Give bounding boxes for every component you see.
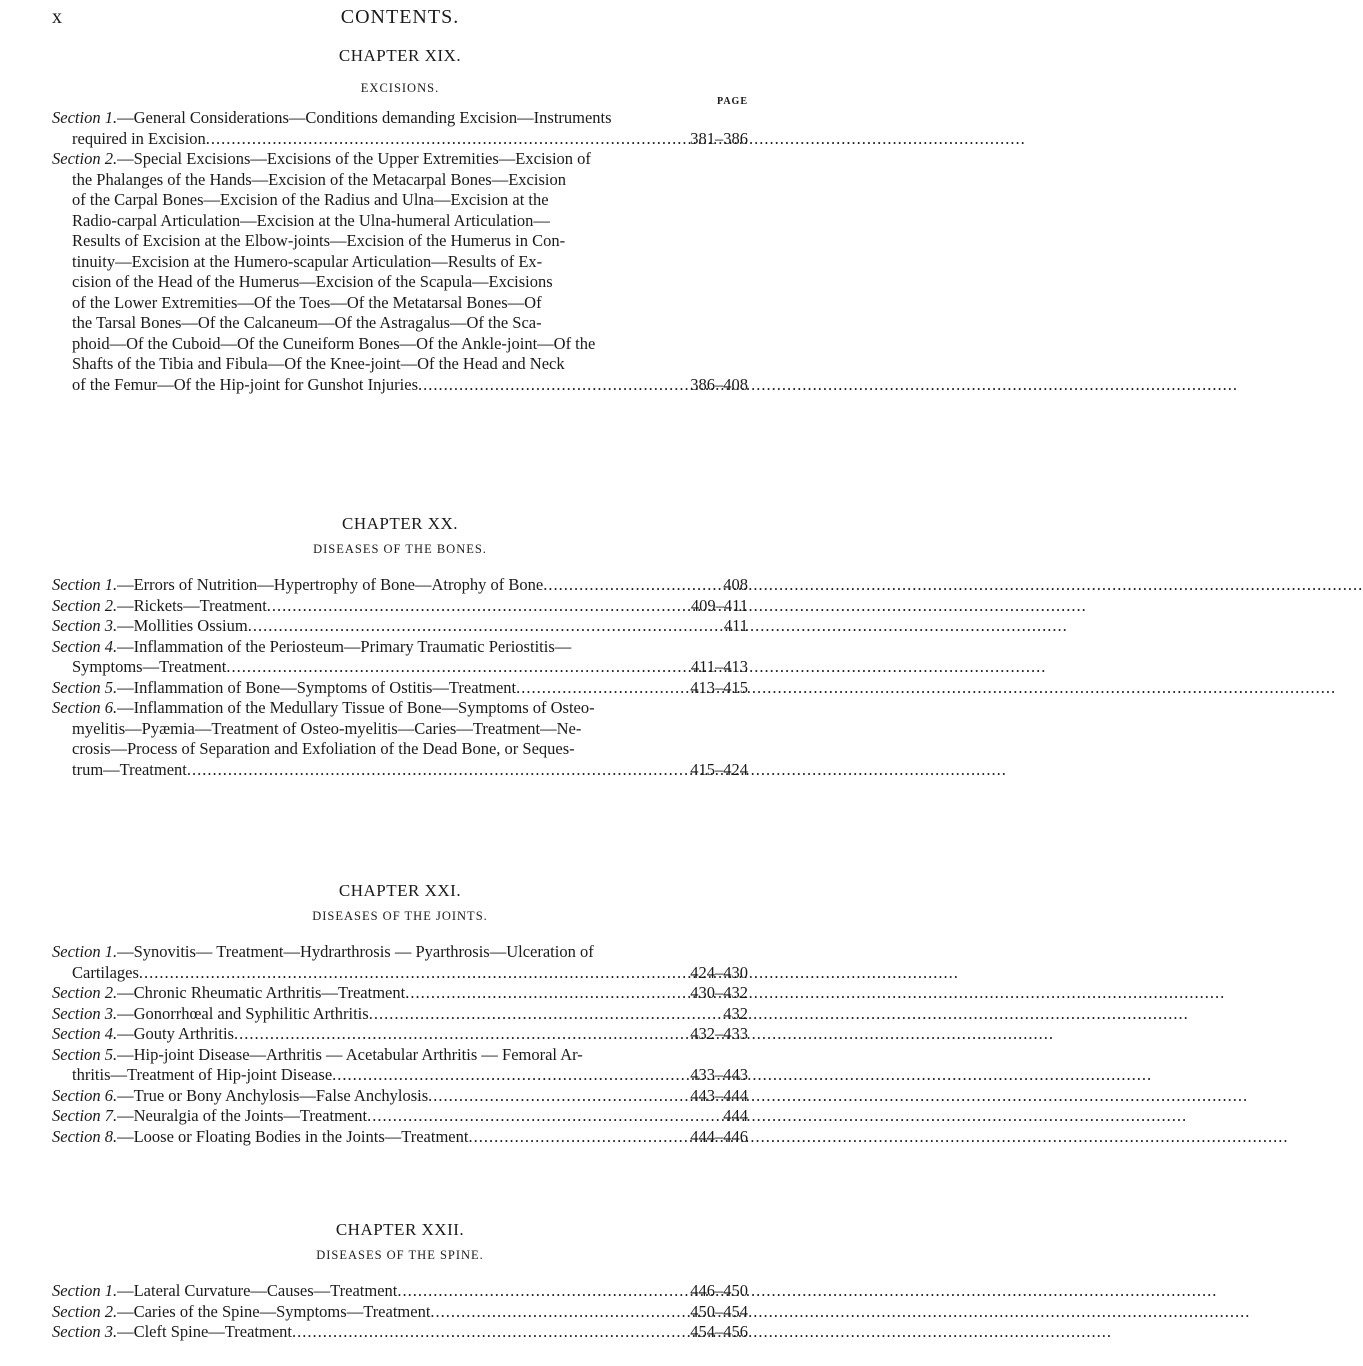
dot-leader: [430, 1302, 686, 1323]
page-range: 424–430: [690, 962, 748, 982]
section-label: Section 2.: [52, 1301, 118, 1321]
section-text: —Synovitis— Treatment—Hydrarthrosis — Pyarthrosis—Ulceration of: [117, 942, 594, 961]
section-text: —Errors of Nutrition—Hypertrophy of Bone—Atrophy of Bone: [117, 575, 544, 594]
dot-leader: [369, 1004, 720, 1025]
page-range: 433–443: [690, 1065, 748, 1084]
section-text: of the Femur—Of the Hip-joint for Gunshot Injuries: [72, 374, 418, 394]
section-text: —Hip-joint Disease—Arthritis — Acetabular Arthritis — Femoral Ar-: [117, 1044, 583, 1064]
section-label: Section 1.: [52, 575, 118, 594]
section-label: Section 7.: [52, 1106, 118, 1125]
toc-entry[interactable]: [52, 942, 748, 983]
section-label: Section 4.: [52, 1024, 118, 1043]
dot-leader: [332, 1065, 686, 1086]
chapter-subtitle: DISEASES OF THE SPINE.: [316, 1248, 484, 1262]
section-label: Section 1.: [52, 1281, 118, 1300]
dot-leader: [428, 1086, 686, 1107]
dot-leader: [397, 1281, 686, 1302]
section-text: the Phalanges of the Hands—Excision of the Metacarpal Bones—Excision: [72, 169, 566, 189]
section-text: cision of the Head of the Humerus—Excision of the Scapula—Excisions: [72, 272, 553, 291]
toc-entry[interactable]: [52, 108, 748, 149]
toc-entry[interactable]: [52, 1322, 748, 1343]
chapter-subtitle: DISEASES OF THE BONES.: [313, 542, 487, 556]
section-text: Results of Excision at the Elbow-joints—Excision of the Humerus in Con-: [72, 231, 566, 250]
section-text: —Inflammation of the Periosteum—Primary Traumatic Periostitis—: [117, 636, 572, 656]
toc-entry[interactable]: [52, 575, 748, 596]
section-text: phoid—Of the Cuboid—Of the Cuneiform Bones—Of the Ankle-joint—Of the: [72, 333, 596, 353]
section-text: —Inflammation of the Medullary Tissue of Bone—Symptoms of Osteo-: [117, 698, 595, 717]
dot-leader: [468, 1127, 686, 1148]
section-text: —Gouty Arthritis: [117, 1024, 234, 1043]
section-text: —Chronic Rheumatic Arthritis—Treatment: [117, 983, 406, 1002]
page-range: 454–456: [690, 1322, 748, 1341]
section-text: —Inflammation of Bone—Symptoms of Ostitis—Treatment: [117, 677, 517, 697]
dot-leader: [367, 1106, 719, 1127]
page-range: 408: [723, 575, 748, 594]
section-text: —Neuralgia of the Joints—Treatment: [117, 1106, 368, 1125]
dot-leader: [543, 575, 719, 596]
page-range: 430–432: [690, 983, 748, 1002]
section-text: of the Lower Extremities—Of the Toes—Of the Metatarsal Bones—Of: [72, 292, 542, 312]
section-text: —Mollities Ossium: [117, 616, 248, 635]
dot-leader: [292, 1322, 686, 1343]
toc-entry[interactable]: [52, 596, 748, 617]
toc-entry[interactable]: [52, 983, 748, 1004]
section-label: Section 2.: [52, 149, 118, 168]
toc-entry[interactable]: [52, 1302, 748, 1323]
section-text: of the Carpal Bones—Excision of the Radius and Ulna—Excision at the: [72, 190, 549, 209]
page-number: x: [52, 6, 63, 28]
section-text: myelitis—Pyæmia—Treatment of Osteo-myelitis—Caries—Treatment—Ne-: [72, 718, 582, 738]
toc-entry[interactable]: [52, 678, 748, 699]
page-range: 415–424: [690, 759, 748, 779]
section-text: —Lateral Curvature—Causes—Treatment: [117, 1281, 398, 1300]
section-text: thritis—Treatment of Hip-joint Disease: [72, 1065, 333, 1084]
dot-leader: [405, 983, 686, 1004]
page-range: 444: [723, 1106, 748, 1125]
toc-entry[interactable]: [52, 1024, 748, 1045]
section-label: Section 3.: [52, 1003, 118, 1023]
dot-leader: [267, 596, 687, 617]
page-range: 386–408: [690, 374, 748, 394]
page-range: 432: [723, 1003, 748, 1023]
section-label: Section 2.: [52, 983, 118, 1002]
page-column-label: PAGE: [716, 96, 748, 107]
dot-leader: [226, 657, 687, 678]
page-range: 411: [723, 616, 748, 635]
page-range: 411–413: [690, 657, 748, 676]
section-list: [52, 108, 748, 395]
dot-leader: [248, 616, 720, 637]
section-label: Section 3.: [52, 1322, 118, 1341]
section-text: —Special Excisions—Excisions of the Upper Extremities—Excision of: [117, 149, 591, 168]
toc-entry[interactable]: [52, 149, 748, 395]
page-range: 443–444: [690, 1085, 748, 1105]
dot-leader: [139, 963, 686, 984]
section-text: crosis—Process of Separation and Exfoliation of the Dead Bone, or Seques-: [72, 739, 575, 758]
running-head: [52, 6, 748, 29]
chapter-title: CHAPTER XIX.: [338, 46, 462, 65]
section-label: Section 1.: [52, 942, 118, 961]
dot-leader: [206, 129, 686, 150]
section-text: —Gonorrhœal and Syphilitic Arthritis: [117, 1003, 369, 1023]
dot-leader: [187, 760, 686, 781]
section-text: the Tarsal Bones—Of the Calcaneum—Of the Astragalus—Of the Sca-: [72, 313, 542, 332]
section-label: Section 1.: [52, 108, 118, 127]
section-label: Section 5.: [52, 677, 118, 697]
chapter-title: CHAPTER XXII.: [335, 1220, 465, 1239]
chapter-block: [52, 514, 748, 780]
toc-entry[interactable]: [52, 616, 748, 637]
toc-entry[interactable]: [52, 1106, 748, 1127]
page-range: 446–450: [690, 1281, 748, 1300]
section-text: —Loose or Floating Bodies in the Joints—Treatment: [117, 1126, 469, 1146]
chapter-subtitle: EXCISIONS.: [360, 81, 440, 95]
section-text: —Caries of the Spine—Symptoms—Treatment: [117, 1301, 431, 1321]
dot-leader: [516, 678, 686, 699]
page-range: 413–415: [690, 677, 748, 697]
page-title: CONTENTS.: [340, 6, 460, 28]
toc-entry[interactable]: [52, 1086, 748, 1107]
toc-entry[interactable]: [52, 1045, 748, 1086]
page-range: 450–454: [690, 1301, 748, 1321]
chapter-subtitle: DISEASES OF THE JOINTS.: [312, 909, 488, 923]
chapter-block: [52, 1220, 748, 1343]
section-text: —Cleft Spine—Treatment: [117, 1322, 292, 1341]
page-range: 432–433: [690, 1024, 748, 1043]
section-label: Section 2.: [52, 595, 118, 615]
toc-entry[interactable]: [52, 637, 748, 678]
section-label: Section 8.: [52, 1126, 118, 1146]
page-range: 381–386: [690, 128, 748, 148]
section-text: Symptoms—Treatment: [72, 657, 227, 676]
section-label: Section 6.: [52, 1085, 118, 1105]
section-label: Section 4.: [52, 636, 118, 656]
dot-leader: [234, 1024, 686, 1045]
section-text: —General Considerations—Conditions demanding Excision—Instruments: [117, 108, 612, 127]
chapter-title: CHAPTER XX.: [341, 514, 458, 533]
toc-entry[interactable]: [52, 1004, 748, 1025]
section-text: trum—Treatment: [72, 759, 187, 779]
section-text: required in Excision: [72, 128, 206, 148]
chapter-title: CHAPTER XXI.: [338, 881, 462, 900]
section-text: —True or Bony Anchylosis—False Anchylosis: [117, 1085, 429, 1105]
dot-leader: [418, 375, 686, 396]
section-text: Shafts of the Tibia and Fibula—Of the Knee-joint—Of the Head and Neck: [72, 354, 565, 373]
page-range: 444–446: [690, 1126, 748, 1146]
section-text: Radio-carpal Articulation—Excision at the Ulna-humeral Articulation—: [72, 210, 550, 230]
section-text: tinuity—Excision at the Humero-scapular Articulation—Results of Ex-: [72, 251, 543, 271]
section-text: —Rickets—Treatment: [117, 595, 267, 615]
chapter-block: [52, 46, 748, 395]
section-label: Section 6.: [52, 698, 118, 717]
toc-entry[interactable]: [52, 698, 748, 780]
section-text: Cartilages: [72, 962, 139, 982]
section-label: Section 5.: [52, 1044, 118, 1064]
page-range: 409–411: [690, 595, 748, 615]
section-list: [52, 575, 748, 780]
chapter-block: [52, 881, 748, 1147]
toc-entry[interactable]: [52, 1281, 748, 1302]
toc-entry[interactable]: [52, 1127, 748, 1148]
section-label: Section 3.: [52, 616, 118, 635]
section-list: [52, 942, 748, 1147]
section-list: [52, 1281, 748, 1343]
